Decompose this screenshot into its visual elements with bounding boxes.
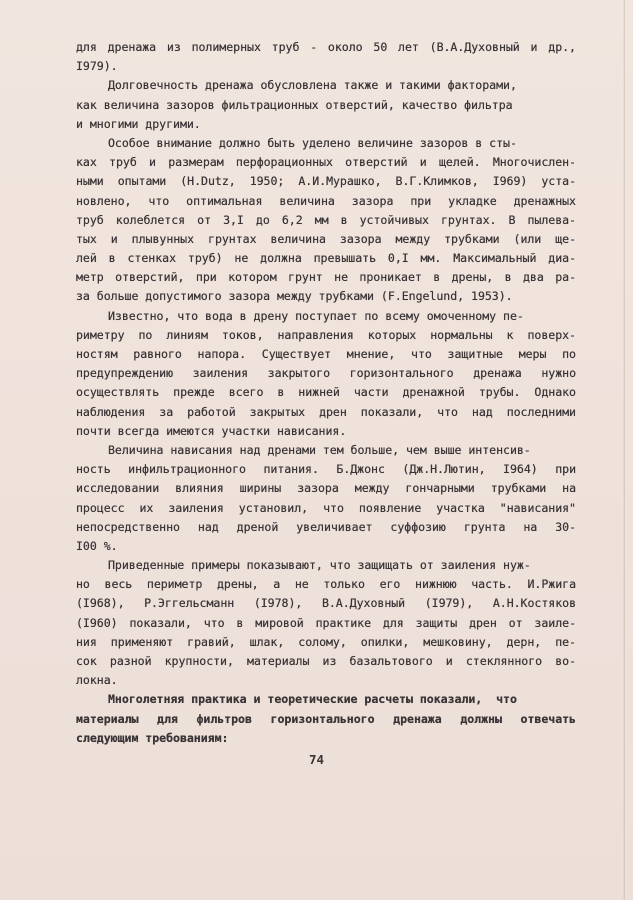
text-line: следующим требованиям: bbox=[76, 730, 229, 745]
body-text bbox=[76, 38, 576, 748]
text-line: метр отверстий, при котором грунт не проникает в дрены, в два ра- bbox=[76, 270, 576, 285]
text-line: ках труб и размерам перфорационных отверстий и щелей. Многочислен- bbox=[76, 155, 576, 170]
text-line: Величина нависания над дренами тем больше, чем выше интенсив- bbox=[108, 442, 531, 457]
text-line: ностям равного напора. Существует мнение, что защитные меры по bbox=[76, 347, 576, 361]
text-line: риметру по линиям токов, направления которых нормальны к поверх- bbox=[76, 327, 576, 342]
text-line: новлено, что оптимальная величина зазора при укладке дренажных bbox=[76, 193, 576, 208]
text-line: как величина зазоров фильтрационных отверстий, качество фильтра bbox=[76, 97, 513, 112]
text-line: материалы для фильтров горизонтального дренажа должны отвечать bbox=[76, 711, 576, 726]
text-line: и многими другими. bbox=[76, 116, 201, 131]
page-edge-shadow bbox=[623, 0, 625, 900]
text-line: тых и плывунных грунтах величина зазора между трубками (или ще- bbox=[76, 231, 576, 246]
text-line: за больше допустимого зазора между трубками (F.Engelund, 1953). bbox=[76, 289, 513, 304]
text-line: I979). bbox=[76, 59, 118, 74]
text-line: Долговечность дренажа обусловлена также и такими факторами, bbox=[108, 78, 517, 93]
text-line: для дренажа из полимерных труб - около 50 лет (В.А.Духовный и др., bbox=[76, 40, 576, 54]
text-line: Известно, что вода в дрену поступает по всему омоченному пе- bbox=[108, 308, 524, 323]
text-line: (I968), Р.Эггельсманн (I978), В.А.Духовный (I979), А.Н.Костяков bbox=[76, 596, 576, 611]
text-line: предупреждению заиления закрытого горизонтального дренажа нужно bbox=[76, 366, 576, 381]
text-line: ность инфильтрационного питания. Б.Джонс (Дж.Н.Лютин, I964) при bbox=[76, 462, 576, 477]
text-line: Особое внимание должно быть уделено величине зазоров в сты- bbox=[108, 135, 517, 150]
text-line: Приведенные примеры показывают, что защищать от заиления нуж- bbox=[108, 558, 531, 573]
text-line: но весь периметр дрены, а не только его нижнюю часть. И.Ржига bbox=[76, 577, 576, 592]
text-line: Многолетняя практика и теоретические расчеты показали, что bbox=[108, 692, 517, 707]
text-line: сок разной крупности, материалы из базальтового и стеклянного во- bbox=[76, 654, 576, 668]
page-number: 74 bbox=[308, 752, 325, 767]
text-line: (I960) показали, что в мировой практике для защиты дрен от заиле- bbox=[76, 615, 576, 630]
text-line: труб колеблется от 3,I до 6,2 мм в устойчивых грунтах. В пылева- bbox=[76, 212, 576, 227]
text-line: исследовании влияния ширины зазора между гончарными трубками на bbox=[76, 481, 576, 496]
text-line: осуществлять прежде всего в нижней части дренажной трубы. Однако bbox=[76, 385, 576, 400]
text-line: процесс их заиления установил, что появление участка "нависания" bbox=[76, 500, 576, 515]
text-line: I00 %. bbox=[76, 538, 118, 553]
text-line: локна. bbox=[76, 673, 118, 688]
text-line: почти всегда имеются участки нависания. bbox=[76, 423, 347, 438]
text-line: ными опытами (H.Dutz, 1950; А.И.Мурашко, В.Г.Климков, I969) уста- bbox=[76, 174, 576, 189]
text-line: лей в стенках труб) не должна превышать 0,I мм. Максимальный диа- bbox=[76, 251, 576, 266]
text-line: ния применяют гравий, шлак, солому, опилки, мешковину, дерн, пе- bbox=[76, 634, 576, 649]
text-line: наблюдения за работой закрытых дрен показали, что над последними bbox=[76, 404, 576, 419]
text-line: непосредственно над дреной увеличивает суффозию грунта на 30- bbox=[76, 519, 576, 534]
